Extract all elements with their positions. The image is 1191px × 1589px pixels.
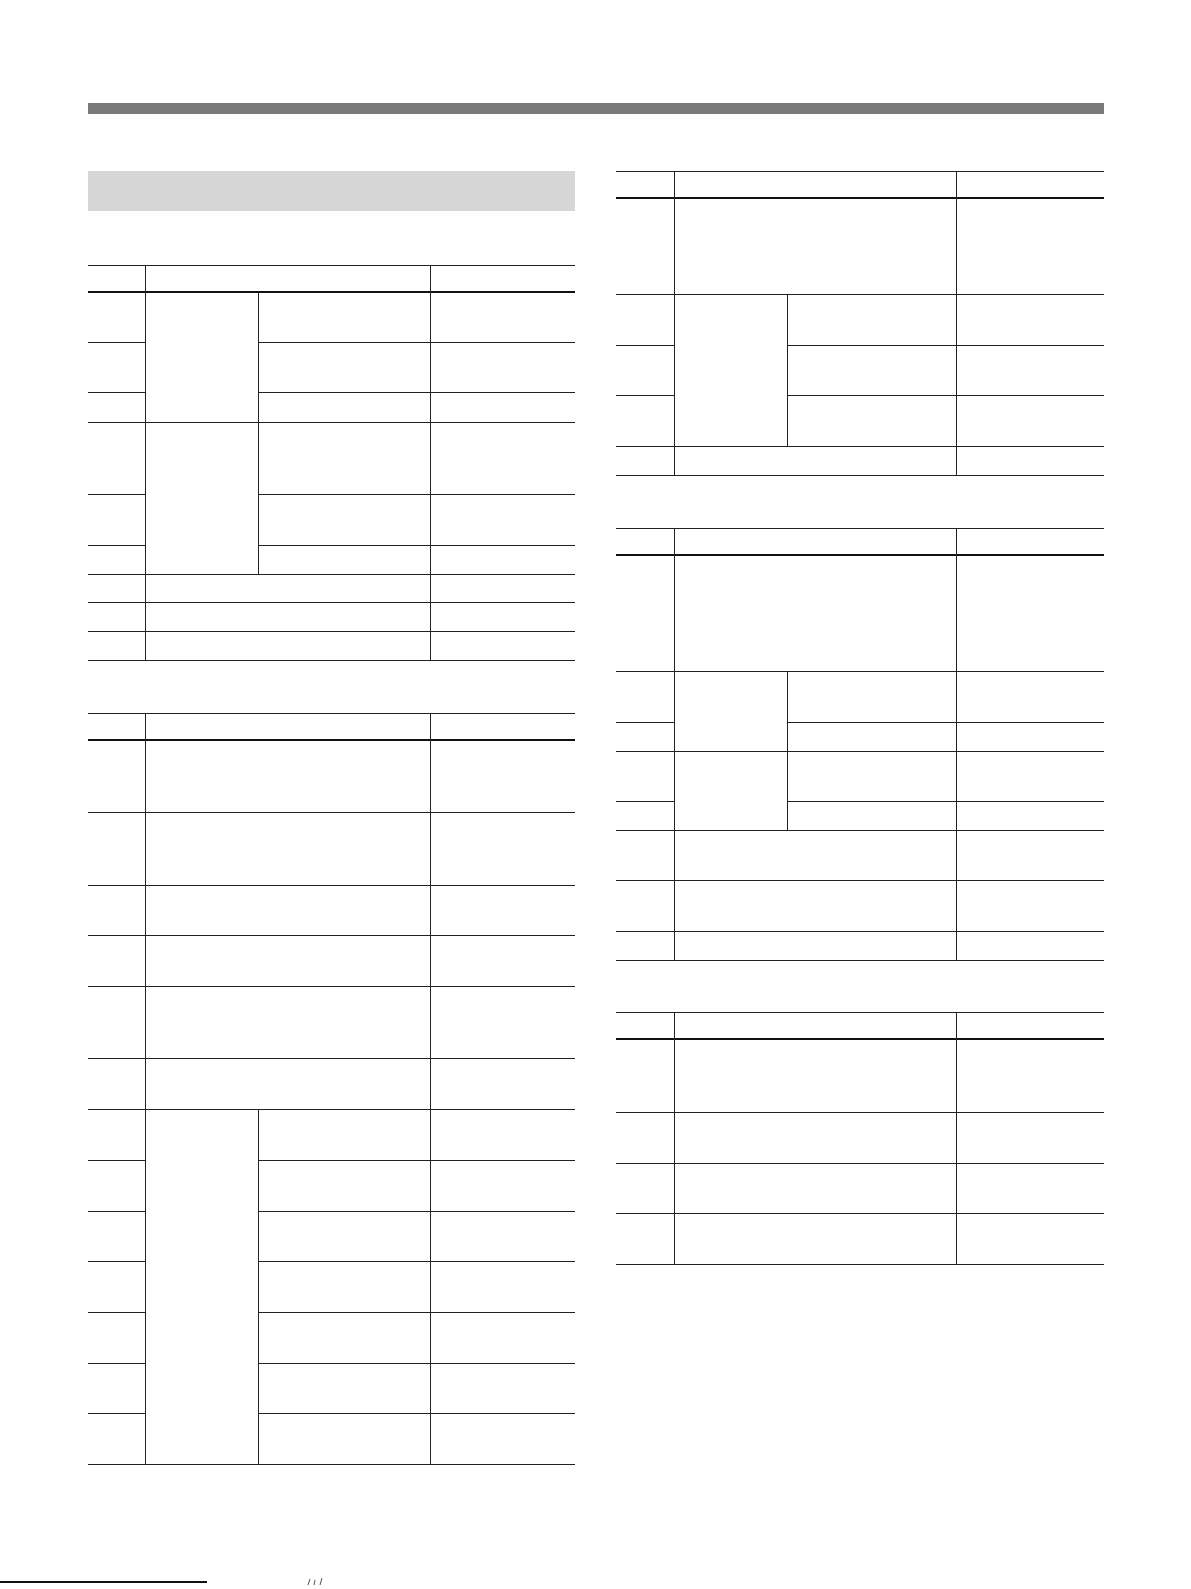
table-row bbox=[616, 1163, 1104, 1164]
table-row bbox=[787, 722, 1104, 723]
footer-mark-icon bbox=[306, 1577, 326, 1587]
table-row bbox=[88, 422, 575, 423]
table-row bbox=[88, 342, 145, 343]
table-row bbox=[88, 1413, 145, 1414]
table-row bbox=[88, 545, 145, 546]
table-bottom-rule bbox=[88, 1464, 575, 1465]
table-row bbox=[787, 345, 1104, 346]
table-row bbox=[787, 801, 1104, 802]
table-row bbox=[88, 812, 575, 813]
column-divider bbox=[674, 1012, 675, 1264]
table-row bbox=[787, 395, 1104, 396]
table-bottom-rule bbox=[88, 660, 575, 661]
column-divider bbox=[430, 713, 431, 1464]
table-row bbox=[258, 392, 575, 393]
table-row bbox=[88, 935, 575, 936]
table-row bbox=[616, 722, 674, 723]
column-divider bbox=[787, 294, 788, 446]
table-bottom-rule bbox=[616, 960, 1104, 961]
table-row bbox=[616, 1213, 1104, 1214]
column-divider bbox=[258, 1109, 259, 1464]
column-divider bbox=[145, 713, 146, 1464]
table-header-rule bbox=[616, 554, 1104, 556]
table-row bbox=[88, 1211, 145, 1212]
table-row bbox=[616, 751, 1104, 752]
table-row bbox=[88, 494, 145, 495]
column-divider bbox=[430, 265, 431, 660]
table-top-rule bbox=[88, 713, 575, 714]
column-divider bbox=[258, 291, 259, 574]
table-row bbox=[616, 830, 1104, 831]
table-bottom-rule bbox=[616, 475, 1104, 476]
table-row bbox=[88, 631, 575, 632]
table-row bbox=[258, 342, 575, 343]
table-row bbox=[88, 602, 575, 603]
table-row bbox=[258, 1363, 575, 1364]
table-top-rule bbox=[616, 1012, 1104, 1013]
table-row bbox=[258, 545, 575, 546]
column-divider bbox=[674, 528, 675, 960]
table-row bbox=[616, 294, 1104, 295]
column-divider bbox=[787, 671, 788, 830]
table-row bbox=[88, 1109, 575, 1110]
table-row bbox=[88, 574, 575, 575]
table-top-rule bbox=[616, 171, 1104, 172]
table-row bbox=[88, 885, 575, 886]
table-row bbox=[258, 1413, 575, 1414]
table-row bbox=[616, 446, 1104, 447]
table-row bbox=[616, 671, 1104, 672]
table-row bbox=[88, 1363, 145, 1364]
table-row bbox=[616, 801, 674, 802]
column-divider bbox=[956, 528, 957, 960]
column-divider bbox=[956, 171, 957, 475]
table-header-rule bbox=[88, 291, 575, 293]
table-row bbox=[258, 1160, 575, 1161]
table-top-rule bbox=[616, 528, 1104, 529]
table-row bbox=[616, 931, 1104, 932]
column-divider bbox=[145, 265, 146, 660]
table-row bbox=[616, 880, 1104, 881]
table-row bbox=[258, 494, 575, 495]
table-row bbox=[258, 1211, 575, 1212]
table-top-rule bbox=[88, 265, 575, 266]
table-header-rule bbox=[616, 197, 1104, 199]
table-row bbox=[88, 1160, 145, 1161]
table-row bbox=[616, 1112, 1104, 1113]
table-header-rule bbox=[88, 739, 575, 741]
table-row bbox=[258, 1312, 575, 1313]
table-row bbox=[88, 392, 145, 393]
table-row bbox=[88, 1261, 145, 1262]
table-row bbox=[88, 986, 575, 987]
table-row bbox=[258, 1261, 575, 1262]
table-header-rule bbox=[616, 1038, 1104, 1040]
table-row bbox=[616, 345, 674, 346]
table-bottom-rule bbox=[616, 1264, 1104, 1265]
header-rule bbox=[88, 103, 1104, 114]
table-row bbox=[88, 1058, 575, 1059]
table-row bbox=[616, 395, 674, 396]
footer-rule bbox=[0, 1581, 207, 1583]
column-divider bbox=[956, 1012, 957, 1264]
column-divider bbox=[674, 171, 675, 475]
section-banner bbox=[88, 171, 575, 211]
table-row bbox=[88, 1312, 145, 1313]
